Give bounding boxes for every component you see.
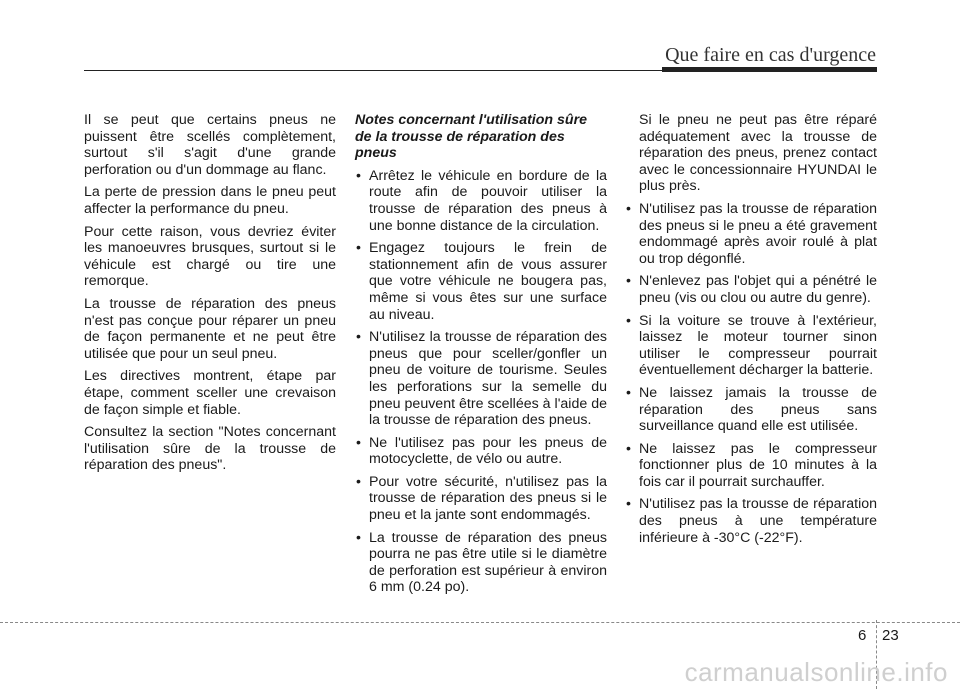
- page-number: 23: [882, 627, 899, 644]
- list-item: • N'utilisez pas la trousse de réparation des pneus si le pneu a été gravement endommagé après avoir roulé à plat ou trop dégonflé.: [625, 201, 877, 267]
- paragraph: Il se peut que certains pneus ne puissent être scellés complètement, surtout s'il s'agit d'une grande perforation ou d'un dommage au flanc.: [84, 112, 336, 178]
- list-item: • N'utilisez pas la trousse de réparation des pneus à une température inférieure à -30°C (-22°F).: [625, 496, 877, 546]
- paragraph: Les directives montrent, étape par étape, comment sceller une crevaison de façon simple et fiable.: [84, 368, 336, 418]
- paragraph: Pour cette raison, vous devriez éviter les manoeuvres brusques, surtout si le véhicule est chargé ou tire une remorque.: [84, 223, 336, 290]
- paragraph: La perte de pression dans le pneu peut affecter la performance du pneu.: [84, 184, 336, 217]
- list-item: • Engagez toujours le frein de stationnement afin de vous assurer que votre véhicule ne bougera pas, même si vous êtes sur une surface au niveau.: [355, 240, 607, 323]
- list-item: • Ne l'utilisez pas pour les pneus de motocyclette, de vélo ou autre.: [355, 435, 607, 468]
- list-item: • Ne laissez jamais la trousse de réparation des pneus sans surveillance quand elle est utilisée.: [625, 385, 877, 435]
- chapter-number: 6: [858, 627, 867, 644]
- column-3: [625, 112, 877, 552]
- column-1: [84, 112, 336, 480]
- paragraph: Si le pneu ne peut pas être réparé adéquatement avec la trousse de réparation des pneus, prenez contact avec le concessionnaire HYUNDAI le plus près.: [639, 112, 877, 195]
- paragraph: Consultez la section "Notes concernant l'utilisation sûre de la trousse de réparation des pneus".: [84, 424, 336, 474]
- list-item: • La trousse de réparation des pneus pourra ne pas être utile si le diamètre de perforation est supérieur à environ 6 mm (0.24 po).: [355, 530, 607, 596]
- section-title: Que faire en cas d'urgence: [665, 44, 876, 66]
- header-rule-thick: [662, 67, 877, 72]
- list-item: • Arrêtez le véhicule en bordure de la route afin de pouvoir utiliser la trousse de réparation des pneus à une bonne distance de la circulation.: [355, 168, 607, 234]
- column-2: [355, 112, 607, 602]
- paragraph: La trousse de réparation des pneus n'est pas conçue pour réparer un pneu de façon permanente et ne peut être utilisée que pour un seul pneu.: [84, 295, 336, 362]
- list-item: • Si la voiture se trouve à l'extérieur, laissez le moteur tourner sinon utiliser le compresseur pourrait éventuellement décharger la batterie.: [625, 313, 877, 379]
- footer-rule: [0, 622, 960, 623]
- list-item: • Ne laissez pas le compresseur fonctionner plus de 10 minutes à la fois car il pourrait surchauffer.: [625, 441, 877, 491]
- list-item: • Pour votre sécurité, n'utilisez pas la trousse de réparation des pneus si le pneu et la jante sont endommagés.: [355, 474, 607, 524]
- subsection-heading: Notes concernant l'utilisation sûre de la trousse de réparation des pneus: [355, 112, 587, 162]
- header-rule-thin: [84, 70, 662, 71]
- watermark: carmanualsonline.info: [684, 657, 948, 687]
- bullet-list: [625, 201, 877, 546]
- list-item: • N'utilisez la trousse de réparation des pneus que pour sceller/gonfler un pneu de voiture de tourisme. Seules les perforations sur la semelle du pneu peuvent être scellées à l'aide de la trousse de réparation des pneus.: [355, 329, 607, 429]
- bullet-list: [355, 168, 607, 596]
- list-item: • N'enlevez pas l'objet qui a pénétré le pneu (vis ou clou ou autre du genre).: [625, 273, 877, 306]
